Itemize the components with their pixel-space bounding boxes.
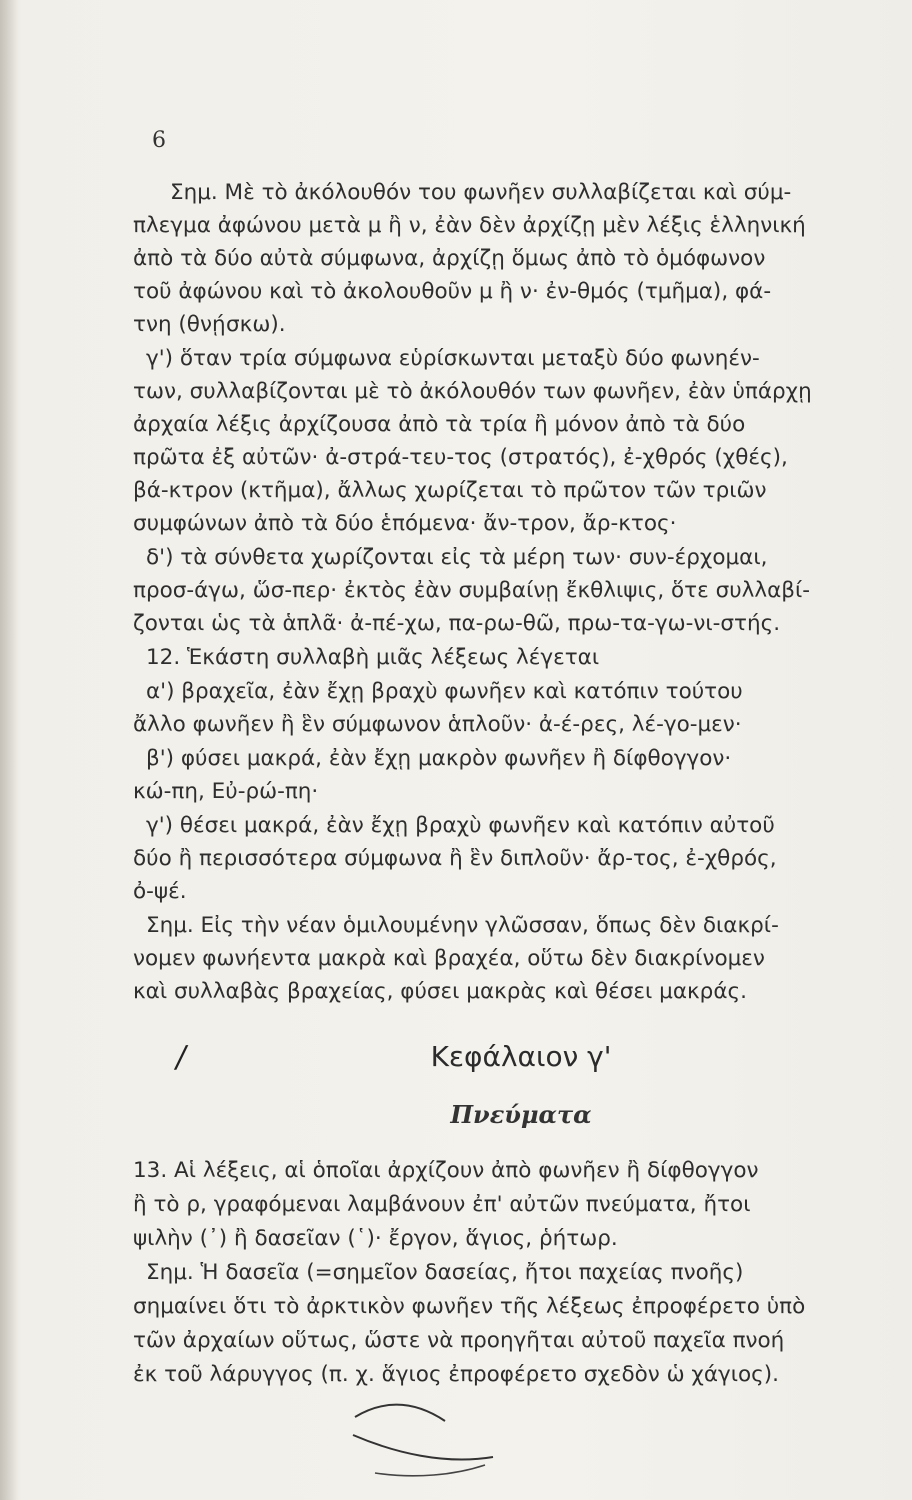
text-line: ἄλλο φωνῆεν ἢ ἓν σύμφωνον ἁπλοῦν· ἀ-έ-ρες, λέ-γο-μεν· [133,712,742,737]
text-line: ἀπὸ τὰ δύο αὐτὰ σύμφωνα, ἀρχίζῃ ὅμως ἀπὸ τὸ ὁμόφωνον [133,246,766,271]
text-line: γ') ὅταν τρία σύμφωνα εὑρίσκωνται μεταξὺ δύο φωνηέν- [146,346,760,371]
text-line: βά-κτρον (κτῆμα), ἄλλως χωρίζεται τὸ πρῶτον τῶν τριῶν [133,478,767,503]
page-number: 6 [152,128,166,153]
text-line: σημαίνει ὅτι τὸ ἀρκτικὸν φωνῆεν τῆς λέξεως ἐπροφέρετο ὑπὸ [133,1294,806,1319]
text-line: γ') θέσει μακρά, ἐὰν ἔχῃ βραχὺ φωνῆεν καὶ κατόπιν αὐτοῦ [146,813,775,838]
binding-shadow [0,0,18,1500]
end-flourish-icon [345,1395,505,1485]
text-line: προσ-άγω, ὥσ-περ· ἐκτὸς ἐὰν συμβαίνῃ ἔκθλιψις, ὅτε συλλαβί- [133,578,811,603]
text-line: ἐκ τοῦ λάρυγγος (π. χ. ἅγιος ἐπροφέρετο σχεδὸν ὡ χάγιος). [133,1362,780,1387]
text-line: κώ-πη, Εὐ-ρώ-πη· [133,779,319,804]
text-line: πρῶτα ἐξ αὐτῶν· ἀ-στρά-τευ-τος (στρατός), ἐ-χθρός (χθές), [133,445,788,470]
text-line: α') βραχεῖα, ἐὰν ἔχῃ βραχὺ φωνῆεν καὶ κατόπιν τούτου [146,679,743,704]
text-line: 13. Αἱ λέξεις, αἱ ὁποῖαι ἀρχίζουν ἀπὸ φωνῆεν ἢ δίφθογγον [133,1158,759,1183]
chapter-title: Κεφάλαιον γ' [430,1040,612,1073]
text-line: ἀρχαία λέξις ἀρχίζουσα ἀπὸ τὰ τρία ἢ μόνον ἀπὸ τὰ δύο [133,412,746,437]
text-line: τοῦ ἀφώνου καὶ τὸ ἀκολουθοῦν μ ἢ ν· ἐν-θμός (τμῆμα), φά- [133,279,772,304]
text-line: Σημ. Ἡ δασεῖα (=σημεῖον δασείας, ἤτοι παχείας πνοῆς) [146,1260,744,1285]
text-line: Σημ. Μὲ τὸ ἀκόλουθόν του φωνῆεν συλλαβίζεται καὶ σύμ- [170,180,792,205]
text-line: νομεν φωνήεντα μακρὰ καὶ βραχέα, οὕτω δὲν διακρίνομεν [133,946,765,971]
text-line: των, συλλαβίζονται μὲ τὸ ἀκόλουθόν των φωνῆεν, ἐὰν ὑπάρχῃ [133,379,812,404]
text-line: ὀ-ψέ. [133,879,187,904]
text-line: ψιλὴν (᾿) ἢ δασεῖαν (῾)· ἔργον, ἅγιος, ῥήτωρ. [133,1226,618,1251]
text-line: Σημ. Εἰς τὴν νέαν ὁμιλουμένην γλῶσσαν, ὅπως δὲν διακρί- [146,913,779,938]
text-line: ζονται ὡς τὰ ἁπλᾶ· ἀ-πέ-χω, πα-ρω-θῶ, πρω-τα-γω-νι-στής. [133,611,781,636]
text-line: δ') τὰ σύνθετα χωρίζονται εἰς τὰ μέρη των· συν-έρχομαι, [146,545,768,570]
text-line: τνη (θνῄσκω). [133,312,286,337]
pencil-mark-icon: / [172,1040,190,1075]
text-line: καὶ συλλαβὰς βραχείας, φύσει μακρὰς καὶ θέσει μακράς. [133,979,747,1004]
text-line: συμφώνων ἀπὸ τὰ δύο ἑπόμενα· ἄν-τρον, ἄρ-κτος· [133,511,677,536]
text-line: 12. Ἑκάστη συλλαβὴ μιᾶς λέξεως λέγεται [146,645,600,670]
text-line: ἢ τὸ ρ, γραφόμεναι λαμβάνουν ἐπ' αὐτῶν πνεύματα, ἤτοι [133,1192,751,1217]
text-line: πλεγμα ἀφώνου μετὰ μ ἢ ν, ἐὰν δὲν ἀρχίζῃ μὲν λέξις ἑλληνική [133,213,806,238]
text-line: τῶν ἀρχαίων οὕτως, ὥστε νὰ προηγῆται αὐτοῦ παχεῖα πνοή [133,1328,785,1353]
text-line: β') φύσει μακρά, ἐὰν ἔχῃ μακρὸν φωνῆεν ἢ δίφθογγον· [146,746,732,771]
text-line: δύο ἢ περισσότερα σύμφωνα ἢ ἓν διπλοῦν· ἄρ-τος, ἐ-χθρός, [133,846,777,871]
section-title: Πνεύματα [450,1100,592,1129]
